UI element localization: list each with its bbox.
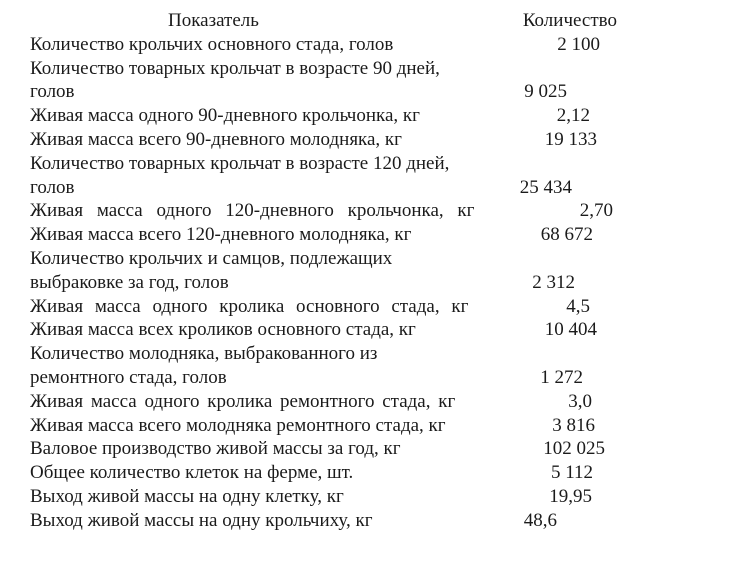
cell-label: Количество крольчих и самцов, подлежащих xyxy=(30,247,393,269)
cell-label: Живая масса одного 90-дневного крольчонка, кг xyxy=(30,105,420,127)
cell-label: ремонтного стада, голов xyxy=(30,366,227,388)
cell-value: 19 133 xyxy=(544,128,597,150)
table-row xyxy=(0,342,745,366)
table-row xyxy=(0,414,745,438)
column-header-quantity: Количество xyxy=(522,10,617,31)
table-row xyxy=(0,366,745,390)
cell-value: 102 025 xyxy=(543,438,605,460)
cell-label: Валовое производство живой массы за год, кг xyxy=(30,438,401,460)
table-row xyxy=(0,485,745,509)
cell-value: 3 816 xyxy=(552,414,595,436)
table-row xyxy=(0,437,745,461)
cell-label: Живая масса одного кролика основного стада, кг xyxy=(30,295,469,317)
table-row xyxy=(0,271,745,295)
table-row xyxy=(0,390,745,414)
table-header-row xyxy=(0,9,745,33)
table-row xyxy=(0,33,745,57)
cell-label: голов xyxy=(30,81,75,103)
cell-label: Живая масса всех кроликов основного стада, кг xyxy=(30,319,416,341)
table-row xyxy=(0,247,745,271)
table-row xyxy=(0,57,745,81)
cell-label: Живая масса всего 90-дневного молодняка, кг xyxy=(30,128,402,150)
cell-label: Количество молодняка, выбракованного из xyxy=(30,343,378,365)
table-row xyxy=(0,318,745,342)
cell-value: 4,5 xyxy=(566,295,590,317)
table-row xyxy=(0,80,745,104)
cell-label: Выход живой массы на одну крольчиху, кг xyxy=(30,509,373,531)
cell-label: Количество товарных крольчат в возрасте 120 дней, xyxy=(30,152,450,174)
cell-value: 2,70 xyxy=(579,200,613,222)
table-row xyxy=(0,199,745,223)
cell-label: Общее количество клеток на ферме, шт. xyxy=(30,462,354,484)
table-row xyxy=(0,128,745,152)
cell-label: Количество товарных крольчат в возрасте 90 дней, xyxy=(30,57,440,79)
cell-value: 68 672 xyxy=(540,224,593,246)
cell-label: Живая масса одного 120-дневного крольчонка, кг xyxy=(30,200,475,222)
cell-value: 48,6 xyxy=(523,509,557,531)
cell-label: Количество крольчих основного стада, голов xyxy=(30,33,394,55)
cell-value: 19,95 xyxy=(549,485,592,507)
cell-value: 2 100 xyxy=(557,33,600,55)
cell-value: 2,12 xyxy=(556,105,590,127)
table-row xyxy=(0,104,745,128)
table-row xyxy=(0,295,745,319)
cell-value: 10 404 xyxy=(544,319,597,341)
table-row xyxy=(0,461,745,485)
column-header-indicator: Показатель xyxy=(168,10,259,31)
table-row xyxy=(0,152,745,176)
cell-label: выбраковке за год, голов xyxy=(30,271,229,293)
cell-label: Живая масса всего 120-дневного молодняка, кг xyxy=(30,224,412,246)
cell-value: 1 272 xyxy=(540,366,583,388)
cell-value: 25 434 xyxy=(519,176,572,198)
cell-label: голов xyxy=(30,176,75,198)
cell-value: 2 312 xyxy=(532,271,575,293)
cell-label: Выход живой массы на одну клетку, кг xyxy=(30,485,344,507)
cell-value: 5 112 xyxy=(550,462,593,484)
cell-value: 9 025 xyxy=(524,81,567,103)
table-row xyxy=(0,176,745,200)
cell-value: 3,0 xyxy=(568,390,592,412)
cell-label: Живая масса всего молодняка ремонтного стада, кг xyxy=(30,414,446,436)
table-row xyxy=(0,223,745,247)
cell-label: Живая масса одного кролика ремонтного стада, кг xyxy=(30,390,456,412)
table-row xyxy=(0,509,745,533)
